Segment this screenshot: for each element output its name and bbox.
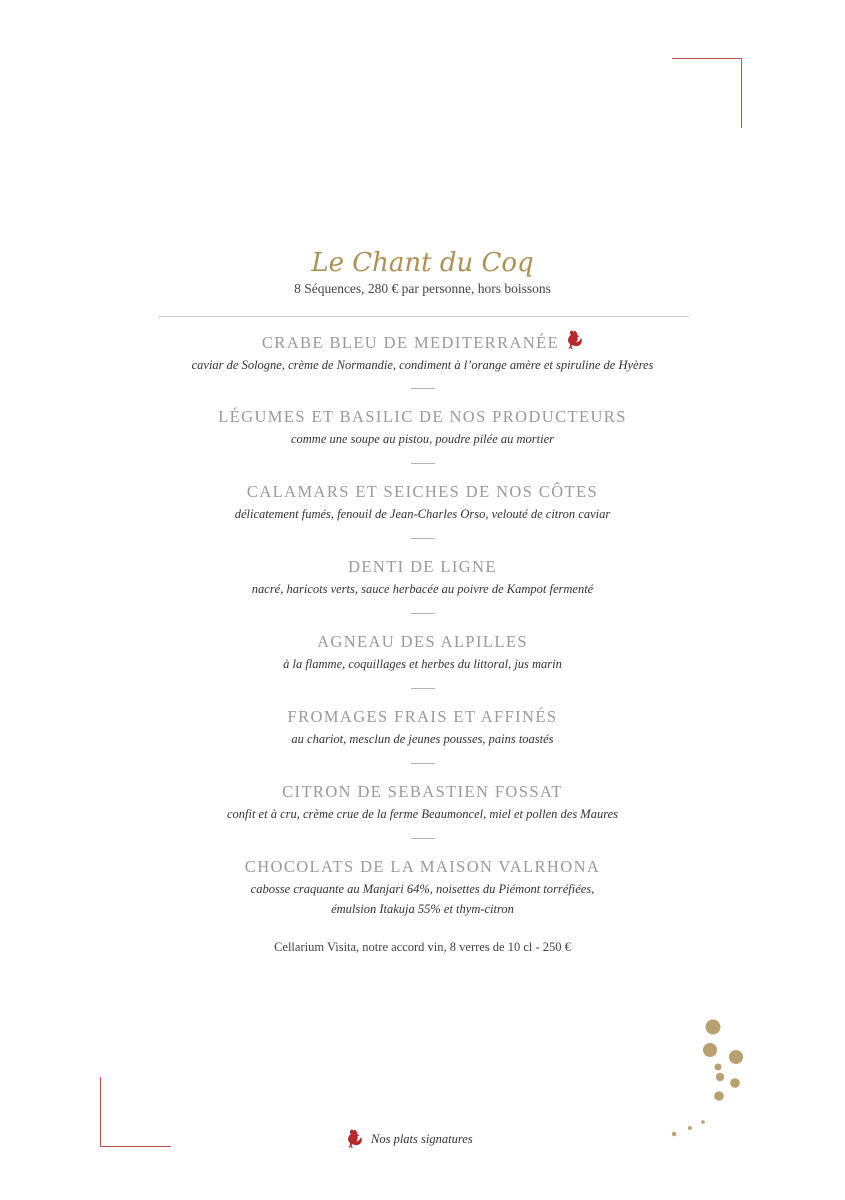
- course-name: CALAMARS ET SEICHES DE NOS CÔTES: [246, 482, 599, 501]
- course-item: [0, 630, 845, 705]
- course-name: FROMAGES FRAIS ET AFFINÉS: [287, 707, 558, 726]
- course-item: [0, 480, 845, 555]
- course-description: comme une soupe au pistou, poudre pilée au mortier: [290, 432, 555, 446]
- course-item: [0, 780, 845, 855]
- course-item: [0, 405, 845, 480]
- header-divider: [158, 316, 689, 317]
- course-item: [0, 855, 845, 930]
- course-item: [0, 705, 845, 780]
- rooster-icon: [565, 330, 583, 350]
- course-description: à la flamme, coquillages et herbes du littoral, jus marin: [283, 657, 562, 671]
- course-divider: [411, 388, 435, 389]
- wine-pairing: Cellarium Visita, notre accord vin, 8 verres de 10 cl - 250 €: [274, 940, 571, 954]
- course-name: CHOCOLATS DE LA MAISON VALRHONA: [244, 857, 601, 876]
- menu-subtitle: 8 Séquences, 280 € par personne, hors boissons: [294, 281, 551, 296]
- course-item: [0, 555, 845, 630]
- course-name: CITRON DE SEBASTIEN FOSSAT: [282, 782, 563, 801]
- course-name: AGNEAU DES ALPILLES: [317, 632, 528, 651]
- course-description: délicatement fumés, fenouil de Jean-Charles Orso, velouté de citron caviar: [234, 507, 611, 521]
- course-name: CRABE BLEU DE MEDITERRANÉE: [261, 333, 560, 352]
- course-list: [0, 330, 845, 930]
- signature-legend-label: Nos plats signatures: [371, 1131, 473, 1146]
- menu-header: [0, 246, 845, 298]
- course-divider: [411, 838, 435, 839]
- course-description-line2: émulsion Itakuja 55% et thym-citron: [331, 902, 514, 916]
- corner-frame-top-right: [672, 58, 742, 128]
- signature-legend: [345, 1128, 473, 1150]
- course-name: DENTI DE LIGNE: [348, 557, 497, 576]
- course-divider: [411, 688, 435, 689]
- decorative-dots: [660, 1010, 760, 1150]
- corner-frame-bottom-left: [100, 1077, 171, 1147]
- menu-title: Le Chant du Coq: [311, 248, 534, 278]
- course-item: [0, 330, 845, 405]
- course-divider: [411, 463, 435, 464]
- course-divider: [411, 613, 435, 614]
- course-name: LÉGUMES ET BASILIC DE NOS PRODUCTEURS: [218, 407, 627, 426]
- course-description: confit et à cru, crème crue de la ferme Beaumoncel, miel et pollen des Maures: [226, 807, 619, 821]
- rooster-icon: [345, 1129, 363, 1149]
- course-divider: [411, 538, 435, 539]
- course-description: au chariot, mesclun de jeunes pousses, pains toastés: [291, 732, 554, 746]
- course-description: caviar de Sologne, crème de Normandie, condiment à l’orange amère et spiruline de Hyères: [191, 358, 654, 372]
- course-description: cabosse craquante au Manjari 64%, noisettes du Piémont torréfiées,: [250, 882, 595, 896]
- course-description: nacré, haricots verts, sauce herbacée au poivre de Kampot fermenté: [251, 582, 594, 596]
- course-divider: [411, 763, 435, 764]
